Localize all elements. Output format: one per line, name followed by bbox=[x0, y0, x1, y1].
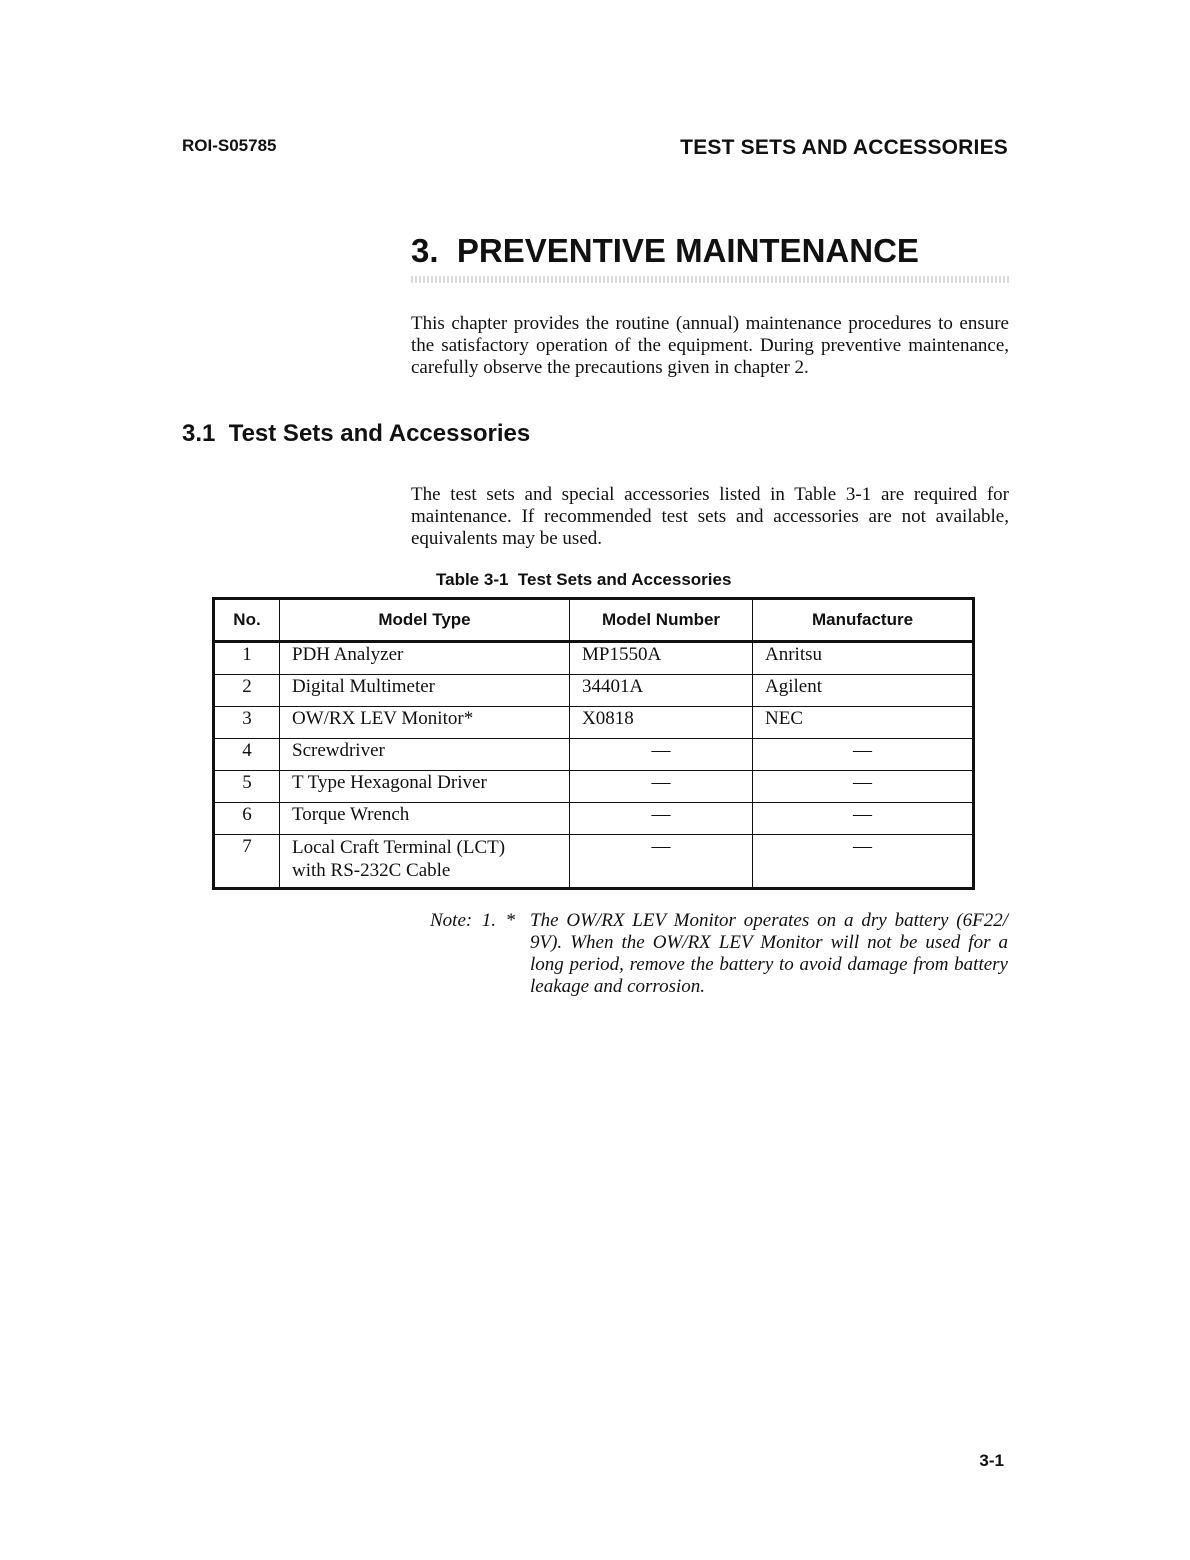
header-model-type: Model Type bbox=[280, 599, 570, 642]
table-row bbox=[214, 835, 974, 889]
table-row bbox=[214, 642, 974, 675]
cell-manufacture: — bbox=[753, 771, 974, 803]
header-manufacture: Manufacture bbox=[753, 599, 974, 642]
cell-model-type: T Type Hexagonal Driver bbox=[280, 771, 570, 803]
cell-model-number: — bbox=[570, 835, 753, 889]
cell-manufacture: Agilent bbox=[753, 675, 974, 707]
cell-no: 7 bbox=[214, 835, 280, 889]
cell-manufacture: — bbox=[753, 739, 974, 771]
test-sets-table bbox=[212, 597, 975, 890]
table-row bbox=[214, 803, 974, 835]
cell-model-number: — bbox=[570, 803, 753, 835]
cell-no: 4 bbox=[214, 739, 280, 771]
cell-no: 2 bbox=[214, 675, 280, 707]
cell-manufacture: — bbox=[753, 835, 974, 889]
cell-no: 6 bbox=[214, 803, 280, 835]
cell-model-number: 34401A bbox=[570, 675, 753, 707]
cell-model-type: Screwdriver bbox=[280, 739, 570, 771]
cell-no: 1 bbox=[214, 642, 280, 675]
table-row bbox=[214, 675, 974, 707]
note-text: The OW/RX LEV Monitor operates on a dry battery (6F22/ 9V). When the OW/RX LEV Monitor will not be used for a long period, remove the battery to avoid damage from battery leakage and corrosion. bbox=[530, 910, 1008, 997]
cell-model-type: OW/RX LEV Monitor* bbox=[280, 707, 570, 739]
header-no: No. bbox=[214, 599, 280, 642]
cell-manufacture: Anritsu bbox=[753, 642, 974, 675]
chapter-intro-paragraph: This chapter provides the routine (annual) maintenance procedures to ensure the satisfactory operation of the equipment. During preventive maintenance, carefully observe the precautions given in chapter 2. bbox=[411, 313, 1009, 378]
cell-no: 5 bbox=[214, 771, 280, 803]
cell-model-type: PDH Analyzer bbox=[280, 642, 570, 675]
page-number: 3-1 bbox=[979, 1451, 1004, 1470]
document-id: ROI-S05785 bbox=[182, 136, 277, 155]
cell-no: 3 bbox=[214, 707, 280, 739]
table-row bbox=[214, 707, 974, 739]
cell-model-number: MP1550A bbox=[570, 642, 753, 675]
table-row bbox=[214, 771, 974, 803]
running-header-title: TEST SETS AND ACCESSORIES bbox=[680, 136, 1008, 159]
cell-manufacture: — bbox=[753, 803, 974, 835]
table-header-row bbox=[214, 599, 974, 642]
note-label: Note: 1. * bbox=[430, 910, 515, 931]
section-paragraph: The test sets and special accessories listed in Table 3-1 are required for maintenance. If recommended test sets and accessories are not available, equivalents may be used. bbox=[411, 484, 1009, 549]
section-title: 3.1 Test Sets and Accessories bbox=[182, 420, 531, 447]
header-model-number: Model Number bbox=[570, 599, 753, 642]
cell-model-type: Digital Multimeter bbox=[280, 675, 570, 707]
cell-manufacture: NEC bbox=[753, 707, 974, 739]
cell-model-type: Torque Wrench bbox=[280, 803, 570, 835]
cell-model-number: — bbox=[570, 771, 753, 803]
cell-model-number: — bbox=[570, 739, 753, 771]
table-row bbox=[214, 739, 974, 771]
title-underline-rule bbox=[411, 276, 1009, 283]
chapter-title: 3. PREVENTIVE MAINTENANCE bbox=[411, 232, 919, 269]
cell-model-number: X0818 bbox=[570, 707, 753, 739]
cell-model-type-line2: with RS-232C Cable bbox=[292, 860, 451, 881]
table-caption: Table 3-1 Test Sets and Accessories bbox=[436, 570, 732, 589]
cell-model-type-line1: Local Craft Terminal (LCT) bbox=[292, 837, 506, 858]
cell-model-type bbox=[280, 835, 570, 889]
